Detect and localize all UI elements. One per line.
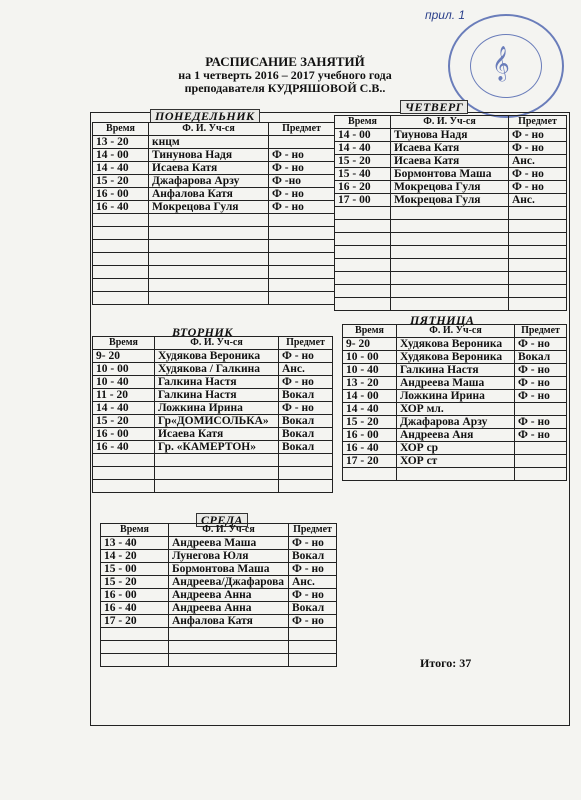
column-header-name: Ф. И. Уч-ся xyxy=(149,123,269,136)
empty-cell xyxy=(509,285,567,298)
cell-subject: Ф - но xyxy=(289,563,337,576)
table-row xyxy=(343,351,567,364)
cell-name: Мокрецова Гуля xyxy=(149,201,269,214)
cell-subject: Вокал xyxy=(279,441,333,454)
cell-subject: Ф - но xyxy=(515,338,567,351)
cell-time: 11 - 20 xyxy=(93,389,155,402)
cell-subject: Ф -но xyxy=(269,175,335,188)
cell-time: 17 - 00 xyxy=(335,194,391,207)
empty-cell xyxy=(335,246,391,259)
empty-cell xyxy=(343,468,397,481)
empty-row xyxy=(93,214,335,227)
cell-name: Анфалова Катя xyxy=(169,615,289,628)
cell-name: Ложкина Ирина xyxy=(397,390,515,403)
empty-cell xyxy=(335,272,391,285)
empty-cell xyxy=(289,641,337,654)
cell-time: 16 - 00 xyxy=(93,188,149,201)
empty-cell xyxy=(335,285,391,298)
empty-cell xyxy=(93,227,149,240)
cell-subject: Ф - но xyxy=(289,615,337,628)
empty-cell xyxy=(149,266,269,279)
table-row xyxy=(93,428,333,441)
cell-time: 13 - 40 xyxy=(101,537,169,550)
empty-cell xyxy=(101,654,169,667)
cell-time: 9- 20 xyxy=(343,338,397,351)
empty-row xyxy=(93,227,335,240)
monday-table xyxy=(92,122,335,305)
empty-cell xyxy=(289,628,337,641)
treble-clef-icon: 𝄞 xyxy=(492,46,510,81)
table-row xyxy=(93,136,335,149)
empty-cell xyxy=(335,298,391,311)
table-row xyxy=(335,155,567,168)
cell-name: Андреева Маша xyxy=(397,377,515,390)
cell-name: Бормонтова Маша xyxy=(169,563,289,576)
empty-row xyxy=(101,641,337,654)
table-row xyxy=(93,389,333,402)
cell-subject: Ф - но xyxy=(279,402,333,415)
column-header-subject: Предмет xyxy=(289,524,337,537)
table-row xyxy=(93,350,333,363)
empty-cell xyxy=(155,454,279,467)
empty-row xyxy=(335,259,567,272)
cell-name: Ложкина Ирина xyxy=(155,402,279,415)
cell-name: Мокрецова Гуля xyxy=(391,194,509,207)
empty-cell xyxy=(169,641,289,654)
cell-time: 17 - 20 xyxy=(101,615,169,628)
empty-cell xyxy=(93,266,149,279)
column-header-name: Ф. И. Уч-ся xyxy=(397,325,515,338)
cell-name: Галкина Настя xyxy=(397,364,515,377)
cell-subject: Ф - но xyxy=(509,142,567,155)
table-row xyxy=(93,376,333,389)
cell-time: 16 - 20 xyxy=(335,181,391,194)
cell-subject: Анс. xyxy=(279,363,333,376)
cell-time: 14 - 00 xyxy=(343,390,397,403)
empty-cell xyxy=(335,207,391,220)
cell-subject xyxy=(515,403,567,416)
column-header-name: Ф. И. Уч-ся xyxy=(391,116,509,129)
cell-name: Худякова / Галкина xyxy=(155,363,279,376)
cell-name: Исаева Катя xyxy=(155,428,279,441)
empty-cell xyxy=(289,654,337,667)
doc-subtitle: на 1 четверть 2016 – 2017 учебного года xyxy=(178,68,392,82)
cell-time: 14 - 00 xyxy=(335,129,391,142)
empty-cell xyxy=(93,467,155,480)
header-row xyxy=(101,524,337,537)
empty-cell xyxy=(509,233,567,246)
cell-name: Андреева Анна xyxy=(169,589,289,602)
empty-cell xyxy=(335,233,391,246)
cell-time: 14 - 40 xyxy=(335,142,391,155)
empty-row xyxy=(93,480,333,493)
cell-time: 16 - 00 xyxy=(101,589,169,602)
day-label-wednesday: СРЕДА xyxy=(196,513,248,527)
cell-time: 15 - 20 xyxy=(335,155,391,168)
cell-time: 14 - 00 xyxy=(93,149,149,162)
table-row xyxy=(101,550,337,563)
tuesday-table xyxy=(92,336,333,493)
cell-time: 16 - 40 xyxy=(101,602,169,615)
empty-cell xyxy=(101,628,169,641)
empty-cell xyxy=(149,292,269,305)
cell-name: Бормонтова Маша xyxy=(391,168,509,181)
cell-time: 15 - 20 xyxy=(93,175,149,188)
cell-subject: Ф - но xyxy=(509,181,567,194)
cell-name: Мокрецова Гуля xyxy=(391,181,509,194)
empty-cell xyxy=(397,468,515,481)
cell-time: 16 - 40 xyxy=(343,442,397,455)
empty-cell xyxy=(149,240,269,253)
table-row xyxy=(343,416,567,429)
empty-cell xyxy=(279,467,333,480)
total-count: Итого: 37 xyxy=(420,656,472,670)
cell-name: Исаева Катя xyxy=(391,155,509,168)
column-header-subject: Предмет xyxy=(269,123,335,136)
day-label-monday: ПОНЕДЕЛЬНИК xyxy=(150,109,260,123)
table-row xyxy=(93,441,333,454)
empty-cell xyxy=(269,266,335,279)
table-row xyxy=(93,363,333,376)
cell-time: 17 - 20 xyxy=(343,455,397,468)
cell-subject: Ф - но xyxy=(515,364,567,377)
table-row xyxy=(93,201,335,214)
empty-cell xyxy=(391,207,509,220)
cell-name: Тиунова Надя xyxy=(391,129,509,142)
cell-time: 13 - 20 xyxy=(343,377,397,390)
empty-cell xyxy=(93,480,155,493)
cell-subject: Ф - но xyxy=(515,429,567,442)
cell-subject: Ф - но xyxy=(515,416,567,429)
table-row xyxy=(335,142,567,155)
empty-cell xyxy=(391,246,509,259)
cell-subject: Ф - но xyxy=(289,537,337,550)
empty-cell xyxy=(509,220,567,233)
table-row xyxy=(93,149,335,162)
cell-time: 9- 20 xyxy=(93,350,155,363)
empty-cell xyxy=(93,279,149,292)
cell-subject: Ф - но xyxy=(269,201,335,214)
doc-title: РАСПИСАНИЕ ЗАНЯТИЙ xyxy=(205,54,365,69)
cell-subject: Ф - но xyxy=(279,376,333,389)
table-row xyxy=(93,162,335,175)
empty-cell xyxy=(269,214,335,227)
table-row xyxy=(101,563,337,576)
cell-subject xyxy=(269,136,335,149)
cell-time: 16 - 40 xyxy=(93,201,149,214)
cell-name: Анфалова Катя xyxy=(149,188,269,201)
empty-cell xyxy=(93,214,149,227)
empty-cell xyxy=(155,480,279,493)
cell-subject: Ф - но xyxy=(515,390,567,403)
cell-time: 15 - 20 xyxy=(101,576,169,589)
empty-row xyxy=(93,292,335,305)
table-row xyxy=(335,129,567,142)
table-row xyxy=(93,402,333,415)
empty-cell xyxy=(169,628,289,641)
wednesday-table xyxy=(100,523,337,667)
empty-row xyxy=(335,298,567,311)
empty-cell xyxy=(155,467,279,480)
empty-row xyxy=(93,240,335,253)
cell-subject: Ф - но xyxy=(269,149,335,162)
cell-time: 13 - 20 xyxy=(93,136,149,149)
table-row xyxy=(343,364,567,377)
cell-time: 16 - 00 xyxy=(93,428,155,441)
table-row xyxy=(93,175,335,188)
table-row xyxy=(335,181,567,194)
cell-subject xyxy=(515,455,567,468)
empty-cell xyxy=(269,240,335,253)
cell-subject: Анс. xyxy=(289,576,337,589)
empty-row xyxy=(335,220,567,233)
column-header-time: Время xyxy=(101,524,169,537)
cell-name: Андреева Аня xyxy=(397,429,515,442)
table-row xyxy=(101,589,337,602)
cell-subject: Ф - но xyxy=(269,188,335,201)
empty-row xyxy=(335,285,567,298)
empty-cell xyxy=(149,214,269,227)
table-row xyxy=(343,390,567,403)
table-row xyxy=(343,338,567,351)
friday-table xyxy=(342,324,567,481)
cell-time: 14 - 40 xyxy=(343,403,397,416)
cell-time: 16 - 40 xyxy=(93,441,155,454)
cell-name: Лунегова Юля xyxy=(169,550,289,563)
cell-name: Андреева Анна xyxy=(169,602,289,615)
day-label-thursday: ЧЕТВЕРГ xyxy=(400,100,468,114)
empty-row xyxy=(101,628,337,641)
table-row xyxy=(343,403,567,416)
cell-subject: Ф - но xyxy=(515,377,567,390)
cell-time: 15 - 00 xyxy=(101,563,169,576)
cell-time: 15 - 20 xyxy=(93,415,155,428)
cell-name: Исаева Катя xyxy=(149,162,269,175)
empty-cell xyxy=(93,454,155,467)
column-header-subject: Предмет xyxy=(509,116,567,129)
empty-cell xyxy=(391,285,509,298)
empty-cell xyxy=(391,272,509,285)
cell-name: Джафарова Арзу xyxy=(397,416,515,429)
empty-cell xyxy=(509,272,567,285)
empty-cell xyxy=(149,279,269,292)
column-header-subject: Предмет xyxy=(279,337,333,350)
empty-row xyxy=(335,246,567,259)
empty-cell xyxy=(279,480,333,493)
table-row xyxy=(101,576,337,589)
cell-subject: Вокал xyxy=(279,389,333,402)
column-header-time: Время xyxy=(343,325,397,338)
cell-subject: Вокал xyxy=(515,351,567,364)
empty-cell xyxy=(279,454,333,467)
table-row xyxy=(335,168,567,181)
header-row xyxy=(335,116,567,129)
day-label-friday: ПЯТНИЦА xyxy=(410,313,475,327)
empty-row xyxy=(93,467,333,480)
cell-name: Исаева Катя xyxy=(391,142,509,155)
cell-name: ХОР ст xyxy=(397,455,515,468)
header-row xyxy=(93,337,333,350)
cell-subject: Ф - но xyxy=(509,168,567,181)
cell-subject xyxy=(515,442,567,455)
cell-subject: Анс. xyxy=(509,155,567,168)
empty-cell xyxy=(509,298,567,311)
empty-cell xyxy=(335,220,391,233)
cell-time: 10 - 00 xyxy=(343,351,397,364)
cell-name: Худякова Вероника xyxy=(397,338,515,351)
cell-name: Гр. «КАМЕРТОН» xyxy=(155,441,279,454)
cell-subject: Анс. xyxy=(509,194,567,207)
empty-cell xyxy=(93,253,149,266)
cell-time: 16 - 00 xyxy=(343,429,397,442)
cell-subject: Ф - но xyxy=(269,162,335,175)
cell-time: 14 - 40 xyxy=(93,402,155,415)
doc-teacher: преподавателя КУДРЯШОВОЙ С.В.. xyxy=(184,81,386,95)
cell-subject: Ф - но xyxy=(289,589,337,602)
empty-cell xyxy=(269,279,335,292)
header-row xyxy=(343,325,567,338)
empty-cell xyxy=(93,240,149,253)
cell-name: Галкина Настя xyxy=(155,389,279,402)
empty-cell xyxy=(509,259,567,272)
empty-cell xyxy=(269,227,335,240)
cell-time: 15 - 20 xyxy=(343,416,397,429)
empty-cell xyxy=(391,259,509,272)
table-row xyxy=(343,442,567,455)
empty-row xyxy=(335,233,567,246)
cell-name: Тинунова Надя xyxy=(149,149,269,162)
empty-cell xyxy=(391,220,509,233)
cell-name: Галкина Настя xyxy=(155,376,279,389)
table-row xyxy=(343,455,567,468)
empty-cell xyxy=(149,227,269,240)
cell-name: Гр«ДОМИСОЛЬКА» xyxy=(155,415,279,428)
table-row xyxy=(93,415,333,428)
column-header-time: Время xyxy=(335,116,391,129)
empty-row xyxy=(101,654,337,667)
cell-subject: Вокал xyxy=(279,415,333,428)
cell-name: Худякова Вероника xyxy=(155,350,279,363)
empty-cell xyxy=(391,298,509,311)
cell-name: ХОР мл. xyxy=(397,403,515,416)
cell-name: Андреева Маша xyxy=(169,537,289,550)
empty-row xyxy=(343,468,567,481)
empty-row xyxy=(93,253,335,266)
table-row xyxy=(101,615,337,628)
cell-time: 10 - 40 xyxy=(93,376,155,389)
empty-row xyxy=(93,279,335,292)
empty-row xyxy=(93,454,333,467)
empty-cell xyxy=(335,259,391,272)
cell-subject: Ф - но xyxy=(279,350,333,363)
cell-name: Андреева/Джафарова xyxy=(169,576,289,589)
empty-cell xyxy=(101,641,169,654)
empty-row xyxy=(335,207,567,220)
table-row xyxy=(343,429,567,442)
empty-cell xyxy=(391,233,509,246)
empty-row xyxy=(93,266,335,279)
cell-subject: Вокал xyxy=(289,550,337,563)
table-row xyxy=(343,377,567,390)
column-header-name: Ф. И. Уч-ся xyxy=(155,337,279,350)
table-row xyxy=(335,194,567,207)
column-header-name: Ф. И. Уч-ся xyxy=(169,524,289,537)
corner-note: прил. 1 xyxy=(425,8,466,22)
cell-time: 10 - 00 xyxy=(93,363,155,376)
cell-name: Джафарова Арзу xyxy=(149,175,269,188)
cell-subject: Вокал xyxy=(289,602,337,615)
empty-cell xyxy=(509,246,567,259)
cell-name: кнцм xyxy=(149,136,269,149)
empty-row xyxy=(335,272,567,285)
empty-cell xyxy=(269,292,335,305)
table-row xyxy=(93,188,335,201)
cell-time: 15 - 40 xyxy=(335,168,391,181)
table-row xyxy=(101,537,337,550)
column-header-subject: Предмет xyxy=(515,325,567,338)
cell-subject: Вокал xyxy=(279,428,333,441)
cell-time: 14 - 20 xyxy=(101,550,169,563)
header-row xyxy=(93,123,335,136)
cell-time: 10 - 40 xyxy=(343,364,397,377)
cell-name: ХОР ср xyxy=(397,442,515,455)
empty-cell xyxy=(509,207,567,220)
cell-name: Худякова Вероника xyxy=(397,351,515,364)
table-row xyxy=(101,602,337,615)
empty-cell xyxy=(149,253,269,266)
empty-cell xyxy=(269,253,335,266)
empty-cell xyxy=(169,654,289,667)
column-header-time: Время xyxy=(93,123,149,136)
day-label-tuesday: ВТОРНИК xyxy=(172,325,233,339)
cell-subject: Ф - но xyxy=(509,129,567,142)
column-header-time: Время xyxy=(93,337,155,350)
empty-cell xyxy=(515,468,567,481)
cell-time: 14 - 40 xyxy=(93,162,149,175)
empty-cell xyxy=(93,292,149,305)
thursday-table xyxy=(334,115,567,311)
